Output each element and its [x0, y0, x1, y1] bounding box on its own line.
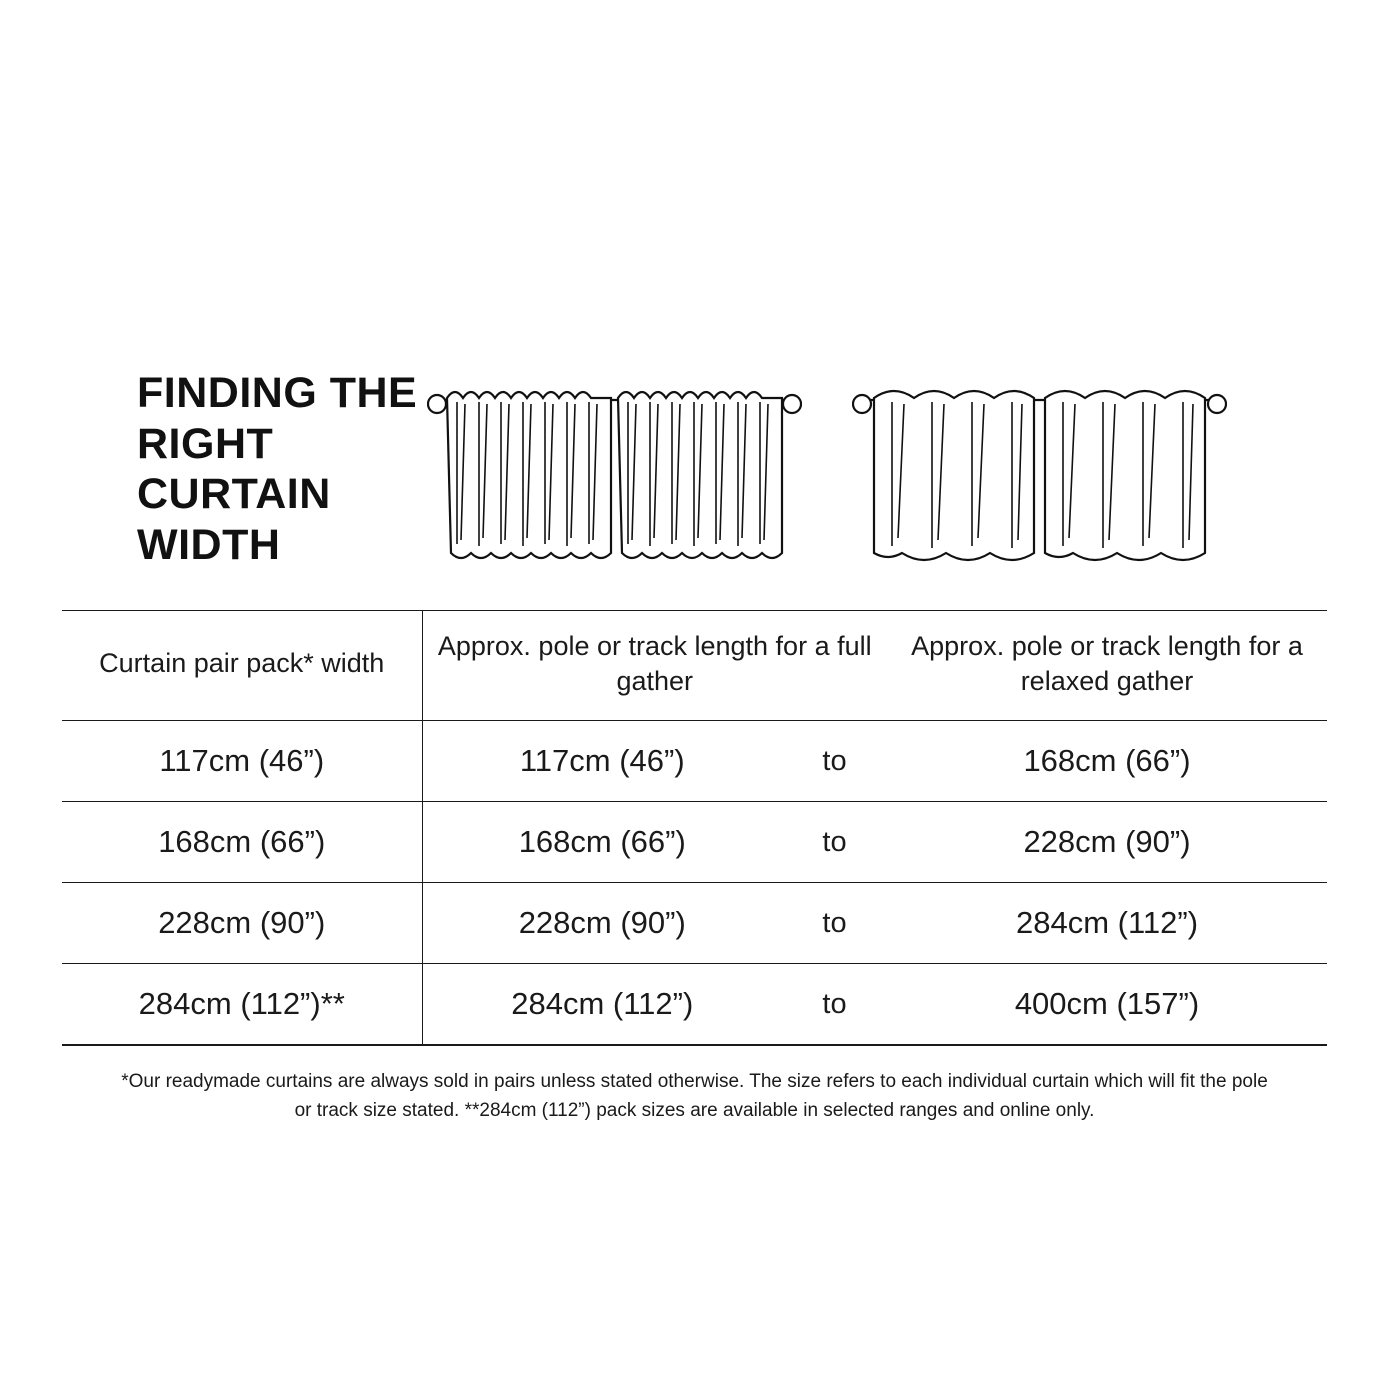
table-header [62, 611, 1327, 721]
page-title: FINDING THE RIGHT CURTAIN WIDTH [137, 369, 418, 570]
illustrations [427, 360, 1327, 578]
cell-relaxed-gather: 168cm (66”) [887, 721, 1327, 802]
cell-full-gather: 117cm (46”) [422, 721, 782, 802]
cell-pack-width: 168cm (66”) [62, 802, 422, 883]
footnote: *Our readymade curtains are always sold in pairs unless stated otherwise. The size refers to each individual curtain which will fit the pole or track size stated. **284cm (112”) pack sizes are available in selected ranges and online only. [121, 1071, 1268, 1121]
table-row [62, 883, 1327, 964]
cell-relaxed-gather: 228cm (90”) [887, 802, 1327, 883]
cell-connector: to [782, 964, 887, 1046]
cell-full-gather: 284cm (112”) [422, 964, 782, 1046]
relaxed-gather-curtain-illustration [852, 368, 1227, 578]
header-band [62, 360, 1327, 610]
cell-pack-width: 117cm (46”) [62, 721, 422, 802]
guide-content [62, 360, 1327, 1125]
cell-pack-width: 284cm (112”)** [62, 964, 422, 1046]
table-body [62, 721, 1327, 1046]
header-pack-width: Curtain pair pack* width [62, 611, 422, 721]
cell-connector: to [782, 883, 887, 964]
cell-connector: to [782, 721, 887, 802]
cell-relaxed-gather: 400cm (157”) [887, 964, 1327, 1046]
table-row [62, 964, 1327, 1046]
cell-full-gather: 168cm (66”) [422, 802, 782, 883]
table-row [62, 721, 1327, 802]
cell-relaxed-gather: 284cm (112”) [887, 883, 1327, 964]
cell-pack-width: 228cm (90”) [62, 883, 422, 964]
table-row [62, 802, 1327, 883]
header-relaxed-gather: Approx. pole or track length for a relaxed gather [887, 611, 1327, 721]
curtain-size-table [62, 610, 1327, 1046]
full-gather-curtain-illustration [427, 368, 802, 578]
header-row [62, 611, 1327, 721]
header-full-gather: Approx. pole or track length for a full gather [422, 611, 887, 721]
cell-connector: to [782, 802, 887, 883]
cell-full-gather: 228cm (90”) [422, 883, 782, 964]
